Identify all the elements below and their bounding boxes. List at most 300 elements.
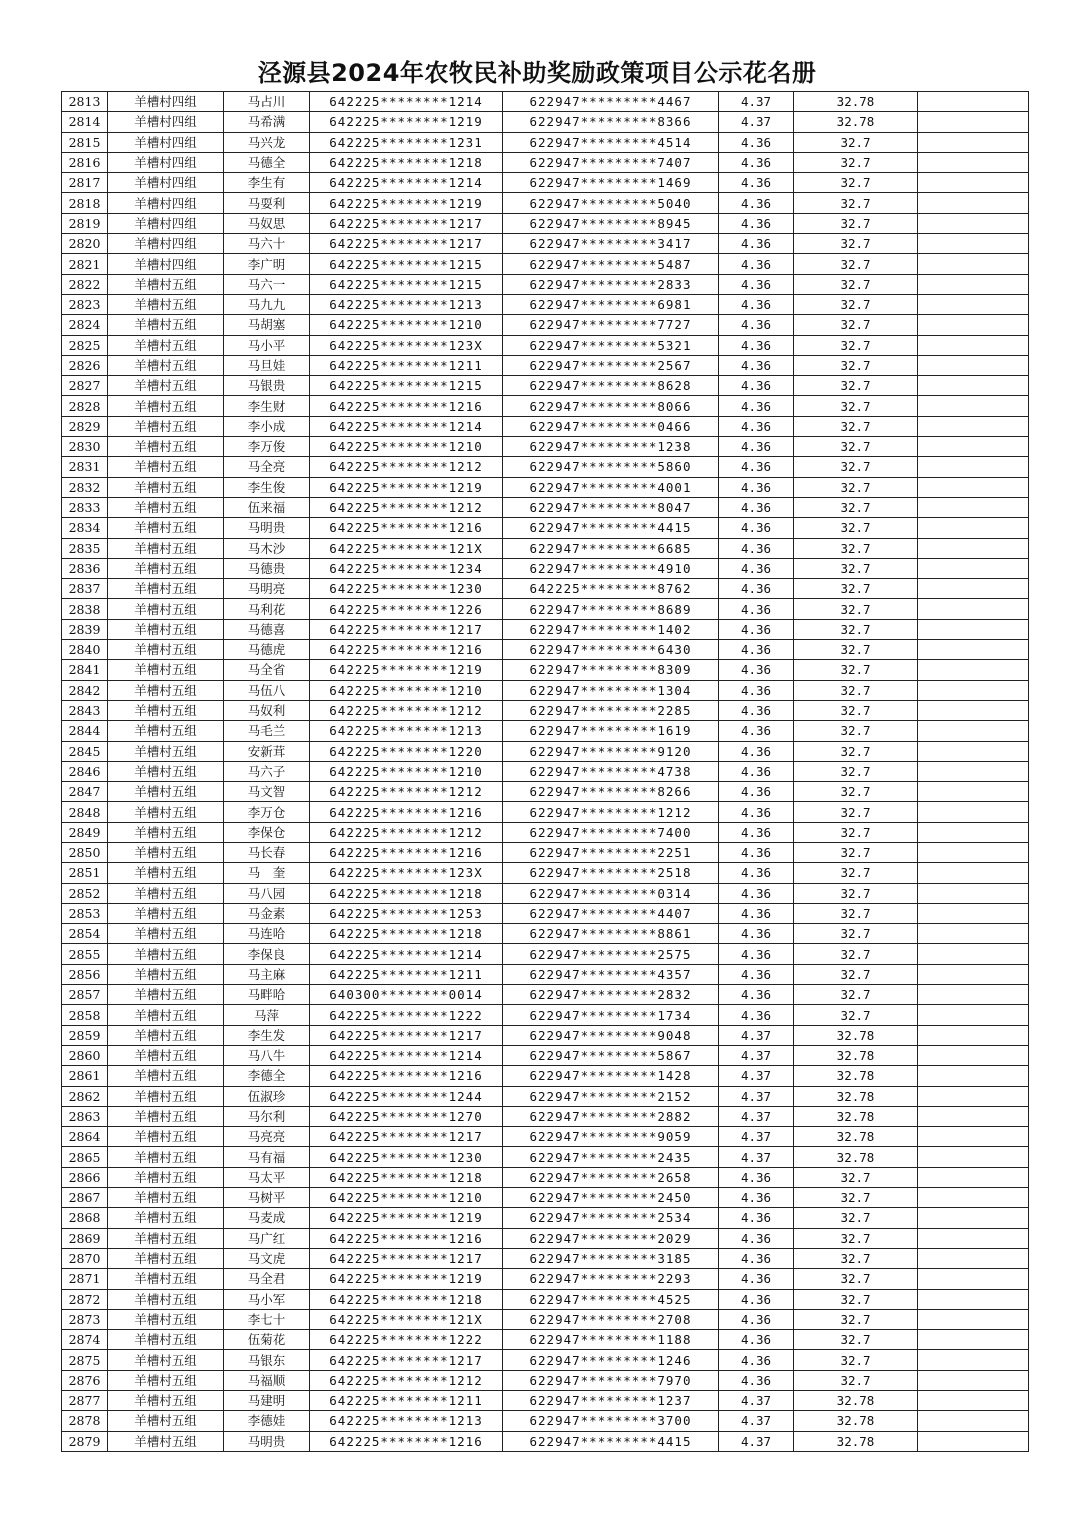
serial-number-cell: 2817	[62, 173, 108, 193]
id-number-cell: 642225********1231	[310, 132, 503, 152]
remark-cell	[918, 1391, 1029, 1411]
village-group-cell: 羊槽村五组	[108, 640, 224, 660]
bank-account-cell: 622947*********7970	[503, 1370, 719, 1390]
remark-cell	[918, 802, 1029, 822]
serial-number-cell: 2876	[62, 1370, 108, 1390]
area-cell: 4.36	[719, 396, 794, 416]
serial-number-cell: 2840	[62, 640, 108, 660]
id-number-cell: 642225********1211	[310, 355, 503, 375]
village-group-cell: 羊槽村五组	[108, 1127, 224, 1147]
household-name-cell: 马全君	[224, 1269, 310, 1289]
bank-account-cell: 622947*********2708	[503, 1309, 719, 1329]
table-row	[62, 782, 1029, 802]
bank-account-cell: 622947*********0314	[503, 883, 719, 903]
bank-account-cell: 622947*********1237	[503, 1391, 719, 1411]
household-name-cell: 李保仓	[224, 822, 310, 842]
household-name-cell: 李万仓	[224, 802, 310, 822]
household-name-cell: 李万俊	[224, 437, 310, 457]
table-row	[62, 721, 1029, 741]
remark-cell	[918, 1431, 1029, 1451]
bank-account-cell: 622947*********1304	[503, 680, 719, 700]
household-name-cell: 马全省	[224, 660, 310, 680]
bank-account-cell: 622947*********8366	[503, 112, 719, 132]
village-group-cell: 羊槽村五组	[108, 1391, 224, 1411]
table-row	[62, 944, 1029, 964]
amount-cell: 32.78	[794, 1086, 918, 1106]
bank-account-cell: 622947*********4910	[503, 558, 719, 578]
village-group-cell: 羊槽村五组	[108, 883, 224, 903]
area-cell: 4.36	[719, 294, 794, 314]
amount-cell: 32.7	[794, 213, 918, 233]
id-number-cell: 642225********123X	[310, 335, 503, 355]
village-group-cell: 羊槽村四组	[108, 193, 224, 213]
village-group-cell: 羊槽村五组	[108, 1106, 224, 1126]
bank-account-cell: 622947*********2251	[503, 842, 719, 862]
amount-cell: 32.78	[794, 1391, 918, 1411]
bank-account-cell: 622947*********3700	[503, 1411, 719, 1431]
remark-cell	[918, 964, 1029, 984]
household-name-cell: 马八牛	[224, 1045, 310, 1065]
village-group-cell: 羊槽村五组	[108, 477, 224, 497]
serial-number-cell: 2815	[62, 132, 108, 152]
id-number-cell: 642225********1210	[310, 1188, 503, 1208]
serial-number-cell: 2862	[62, 1086, 108, 1106]
amount-cell: 32.7	[794, 152, 918, 172]
table-row	[62, 1228, 1029, 1248]
id-number-cell: 642225********121X	[310, 538, 503, 558]
table-row	[62, 416, 1029, 436]
bank-account-cell: 622947*********8066	[503, 396, 719, 416]
bank-account-cell: 622947*********4407	[503, 903, 719, 923]
serial-number-cell: 2874	[62, 1330, 108, 1350]
amount-cell: 32.7	[794, 1228, 918, 1248]
village-group-cell: 羊槽村五组	[108, 497, 224, 517]
serial-number-cell: 2863	[62, 1106, 108, 1126]
household-name-cell: 马六一	[224, 274, 310, 294]
household-name-cell: 马银东	[224, 1350, 310, 1370]
id-number-cell: 642225********1214	[310, 416, 503, 436]
village-group-cell: 羊槽村五组	[108, 558, 224, 578]
remark-cell	[918, 700, 1029, 720]
village-group-cell: 羊槽村五组	[108, 416, 224, 436]
remark-cell	[918, 193, 1029, 213]
serial-number-cell: 2850	[62, 842, 108, 862]
area-cell: 4.36	[719, 335, 794, 355]
serial-number-cell: 2841	[62, 660, 108, 680]
village-group-cell: 羊槽村五组	[108, 1086, 224, 1106]
village-group-cell: 羊槽村五组	[108, 1431, 224, 1451]
serial-number-cell: 2865	[62, 1147, 108, 1167]
amount-cell: 32.78	[794, 1106, 918, 1126]
table-row	[62, 254, 1029, 274]
village-group-cell: 羊槽村五组	[108, 842, 224, 862]
serial-number-cell: 2847	[62, 782, 108, 802]
village-group-cell: 羊槽村五组	[108, 924, 224, 944]
id-number-cell: 642225********1253	[310, 903, 503, 923]
remark-cell	[918, 376, 1029, 396]
household-name-cell: 李小成	[224, 416, 310, 436]
table-row	[62, 437, 1029, 457]
id-number-cell: 642225********1212	[310, 700, 503, 720]
table-row	[62, 1289, 1029, 1309]
area-cell: 4.36	[719, 376, 794, 396]
amount-cell: 32.7	[794, 437, 918, 457]
remark-cell	[918, 903, 1029, 923]
amount-cell: 32.7	[794, 335, 918, 355]
bank-account-cell: 622947*********2575	[503, 944, 719, 964]
bank-account-cell: 622947*********2882	[503, 1106, 719, 1126]
bank-account-cell: 622947*********7400	[503, 822, 719, 842]
household-name-cell: 马毛兰	[224, 721, 310, 741]
area-cell: 4.36	[719, 132, 794, 152]
area-cell: 4.36	[719, 173, 794, 193]
village-group-cell: 羊槽村五组	[108, 1269, 224, 1289]
id-number-cell: 642225********1217	[310, 1025, 503, 1045]
household-name-cell: 马德全	[224, 152, 310, 172]
serial-number-cell: 2835	[62, 538, 108, 558]
id-number-cell: 642225********1211	[310, 1391, 503, 1411]
bank-account-cell: 642225*********8762	[503, 579, 719, 599]
id-number-cell: 642225********1212	[310, 457, 503, 477]
bank-account-cell: 622947*********2152	[503, 1086, 719, 1106]
id-number-cell: 642225********1214	[310, 1045, 503, 1065]
bank-account-cell: 622947*********2833	[503, 274, 719, 294]
area-cell: 4.36	[719, 152, 794, 172]
area-cell: 4.36	[719, 782, 794, 802]
roster-body	[62, 92, 1029, 1452]
serial-number-cell: 2834	[62, 518, 108, 538]
bank-account-cell: 622947*********2534	[503, 1208, 719, 1228]
id-number-cell: 642225********1219	[310, 112, 503, 132]
id-number-cell: 642225********1212	[310, 782, 503, 802]
serial-number-cell: 2855	[62, 944, 108, 964]
bank-account-cell: 622947*********4415	[503, 518, 719, 538]
table-row	[62, 822, 1029, 842]
amount-cell: 32.7	[794, 599, 918, 619]
id-number-cell: 642225********1216	[310, 1066, 503, 1086]
remark-cell	[918, 538, 1029, 558]
serial-number-cell: 2821	[62, 254, 108, 274]
bank-account-cell: 622947*********4001	[503, 477, 719, 497]
remark-cell	[918, 1106, 1029, 1126]
village-group-cell: 羊槽村四组	[108, 234, 224, 254]
area-cell: 4.37	[719, 112, 794, 132]
area-cell: 4.36	[719, 1269, 794, 1289]
id-number-cell: 642225********1210	[310, 315, 503, 335]
serial-number-cell: 2848	[62, 802, 108, 822]
serial-number-cell: 2846	[62, 761, 108, 781]
village-group-cell: 羊槽村五组	[108, 802, 224, 822]
bank-account-cell: 622947*********2658	[503, 1167, 719, 1187]
table-row	[62, 619, 1029, 639]
remark-cell	[918, 152, 1029, 172]
id-number-cell: 642225********1216	[310, 1228, 503, 1248]
id-number-cell: 642225********1211	[310, 964, 503, 984]
household-name-cell: 马亮亮	[224, 1127, 310, 1147]
household-name-cell: 马文虎	[224, 1248, 310, 1268]
table-row	[62, 538, 1029, 558]
id-number-cell: 642225********1217	[310, 234, 503, 254]
area-cell: 4.36	[719, 315, 794, 335]
amount-cell: 32.7	[794, 193, 918, 213]
area-cell: 4.36	[719, 1330, 794, 1350]
area-cell: 4.36	[719, 1289, 794, 1309]
remark-cell	[918, 822, 1029, 842]
remark-cell	[918, 1045, 1029, 1065]
village-group-cell: 羊槽村五组	[108, 1208, 224, 1228]
id-number-cell: 642225********1230	[310, 579, 503, 599]
area-cell: 4.36	[719, 1228, 794, 1248]
bank-account-cell: 622947*********8945	[503, 213, 719, 233]
bank-account-cell: 622947*********2435	[503, 1147, 719, 1167]
serial-number-cell: 2823	[62, 294, 108, 314]
id-number-cell: 642225********1219	[310, 660, 503, 680]
household-name-cell: 马银贵	[224, 376, 310, 396]
remark-cell	[918, 1269, 1029, 1289]
remark-cell	[918, 234, 1029, 254]
serial-number-cell: 2857	[62, 985, 108, 1005]
serial-number-cell: 2878	[62, 1411, 108, 1431]
table-row	[62, 700, 1029, 720]
table-row	[62, 1431, 1029, 1451]
household-name-cell: 马木沙	[224, 538, 310, 558]
remark-cell	[918, 721, 1029, 741]
bank-account-cell: 622947*********4738	[503, 761, 719, 781]
id-number-cell: 642225********1217	[310, 619, 503, 639]
id-number-cell: 642225********1244	[310, 1086, 503, 1106]
remark-cell	[918, 274, 1029, 294]
household-name-cell: 马太平	[224, 1167, 310, 1187]
table-row	[62, 802, 1029, 822]
bank-account-cell: 622947*********1428	[503, 1066, 719, 1086]
area-cell: 4.37	[719, 92, 794, 112]
remark-cell	[918, 457, 1029, 477]
amount-cell: 32.7	[794, 1350, 918, 1370]
area-cell: 4.36	[719, 213, 794, 233]
village-group-cell: 羊槽村五组	[108, 335, 224, 355]
village-group-cell: 羊槽村五组	[108, 1350, 224, 1370]
table-row	[62, 579, 1029, 599]
area-cell: 4.36	[719, 721, 794, 741]
page-title: 泾源县2024年农牧民补助奖励政策项目公示花名册	[257, 59, 817, 87]
bank-account-cell: 622947*********1238	[503, 437, 719, 457]
household-name-cell: 马兴龙	[224, 132, 310, 152]
serial-number-cell: 2826	[62, 355, 108, 375]
amount-cell: 32.7	[794, 822, 918, 842]
amount-cell: 32.7	[794, 477, 918, 497]
remark-cell	[918, 112, 1029, 132]
table-row	[62, 1248, 1029, 1268]
area-cell: 4.36	[719, 1167, 794, 1187]
id-number-cell: 642225********1213	[310, 721, 503, 741]
serial-number-cell: 2818	[62, 193, 108, 213]
serial-number-cell: 2814	[62, 112, 108, 132]
amount-cell: 32.7	[794, 518, 918, 538]
table-row	[62, 680, 1029, 700]
table-row	[62, 315, 1029, 335]
household-name-cell: 马主麻	[224, 964, 310, 984]
amount-cell: 32.7	[794, 700, 918, 720]
area-cell: 4.36	[719, 254, 794, 274]
id-number-cell: 642225********1234	[310, 558, 503, 578]
id-number-cell: 642225********1226	[310, 599, 503, 619]
remark-cell	[918, 924, 1029, 944]
village-group-cell: 羊槽村五组	[108, 1066, 224, 1086]
serial-number-cell: 2856	[62, 964, 108, 984]
id-number-cell: 642225********1217	[310, 1248, 503, 1268]
village-group-cell: 羊槽村五组	[108, 1188, 224, 1208]
household-name-cell: 伍来福	[224, 497, 310, 517]
remark-cell	[918, 1330, 1029, 1350]
household-name-cell: 李生有	[224, 173, 310, 193]
table-row	[62, 173, 1029, 193]
bank-account-cell: 622947*********1212	[503, 802, 719, 822]
household-name-cell: 马文智	[224, 782, 310, 802]
serial-number-cell: 2873	[62, 1309, 108, 1329]
area-cell: 4.36	[719, 822, 794, 842]
id-number-cell: 642225********1212	[310, 822, 503, 842]
table-row	[62, 1025, 1029, 1045]
village-group-cell: 羊槽村五组	[108, 761, 224, 781]
table-row	[62, 863, 1029, 883]
area-cell: 4.36	[719, 964, 794, 984]
id-number-cell: 642225********1213	[310, 1411, 503, 1431]
household-name-cell: 马奴思	[224, 213, 310, 233]
bank-account-cell: 622947*********7407	[503, 152, 719, 172]
amount-cell: 32.7	[794, 761, 918, 781]
id-number-cell: 640300********0014	[310, 985, 503, 1005]
household-name-cell: 马明贵	[224, 1431, 310, 1451]
village-group-cell: 羊槽村四组	[108, 132, 224, 152]
area-cell: 4.36	[719, 355, 794, 375]
id-number-cell: 642225********1216	[310, 518, 503, 538]
bank-account-cell: 622947*********1188	[503, 1330, 719, 1350]
area-cell: 4.37	[719, 1147, 794, 1167]
id-number-cell: 642225********1270	[310, 1106, 503, 1126]
amount-cell: 32.7	[794, 1208, 918, 1228]
remark-cell	[918, 1066, 1029, 1086]
amount-cell: 32.7	[794, 782, 918, 802]
household-name-cell: 李德全	[224, 1066, 310, 1086]
area-cell: 4.36	[719, 538, 794, 558]
area-cell: 4.36	[719, 640, 794, 660]
village-group-cell: 羊槽村五组	[108, 1045, 224, 1065]
table-row	[62, 396, 1029, 416]
serial-number-cell: 2870	[62, 1248, 108, 1268]
amount-cell: 32.7	[794, 660, 918, 680]
household-name-cell: 马伍八	[224, 680, 310, 700]
bank-account-cell: 622947*********2293	[503, 1269, 719, 1289]
id-number-cell: 642225********1230	[310, 1147, 503, 1167]
household-name-cell: 马六十	[224, 234, 310, 254]
household-name-cell: 马小军	[224, 1289, 310, 1309]
serial-number-cell: 2845	[62, 741, 108, 761]
area-cell: 4.36	[719, 579, 794, 599]
serial-number-cell: 2872	[62, 1289, 108, 1309]
remark-cell	[918, 294, 1029, 314]
remark-cell	[918, 863, 1029, 883]
bank-account-cell: 622947*********8047	[503, 497, 719, 517]
id-number-cell: 642225********1214	[310, 173, 503, 193]
serial-number-cell: 2827	[62, 376, 108, 396]
serial-number-cell: 2854	[62, 924, 108, 944]
amount-cell: 32.7	[794, 903, 918, 923]
table-row	[62, 152, 1029, 172]
area-cell: 4.36	[719, 802, 794, 822]
village-group-cell: 羊槽村五组	[108, 619, 224, 639]
serial-number-cell: 2852	[62, 883, 108, 903]
village-group-cell: 羊槽村五组	[108, 1411, 224, 1431]
table-row	[62, 335, 1029, 355]
amount-cell: 32.7	[794, 842, 918, 862]
village-group-cell: 羊槽村五组	[108, 457, 224, 477]
village-group-cell: 羊槽村五组	[108, 1167, 224, 1187]
bank-account-cell: 622947*********4415	[503, 1431, 719, 1451]
amount-cell: 32.7	[794, 1269, 918, 1289]
id-number-cell: 642225********1214	[310, 944, 503, 964]
area-cell: 4.36	[719, 741, 794, 761]
table-row	[62, 1106, 1029, 1126]
household-name-cell: 马旦娃	[224, 355, 310, 375]
id-number-cell: 642225********1218	[310, 883, 503, 903]
village-group-cell: 羊槽村五组	[108, 274, 224, 294]
area-cell: 4.36	[719, 1309, 794, 1329]
table-row	[62, 1066, 1029, 1086]
household-name-cell: 马建明	[224, 1391, 310, 1411]
table-row	[62, 1188, 1029, 1208]
household-name-cell: 马尔利	[224, 1106, 310, 1126]
table-row	[62, 294, 1029, 314]
household-name-cell: 伍淑珍	[224, 1086, 310, 1106]
amount-cell: 32.7	[794, 396, 918, 416]
table-row	[62, 1411, 1029, 1431]
household-name-cell: 马占川	[224, 92, 310, 112]
table-row	[62, 1147, 1029, 1167]
serial-number-cell: 2869	[62, 1228, 108, 1248]
amount-cell: 32.7	[794, 315, 918, 335]
id-number-cell: 642225********1219	[310, 1269, 503, 1289]
serial-number-cell: 2851	[62, 863, 108, 883]
village-group-cell: 羊槽村四组	[108, 213, 224, 233]
id-number-cell: 642225********1216	[310, 802, 503, 822]
serial-number-cell: 2831	[62, 457, 108, 477]
household-name-cell: 马长春	[224, 842, 310, 862]
remark-cell	[918, 883, 1029, 903]
amount-cell: 32.78	[794, 1045, 918, 1065]
bank-account-cell: 622947*********2029	[503, 1228, 719, 1248]
id-number-cell: 642225********1217	[310, 213, 503, 233]
remark-cell	[918, 1228, 1029, 1248]
household-name-cell: 李生俊	[224, 477, 310, 497]
household-name-cell: 马耍利	[224, 193, 310, 213]
amount-cell: 32.7	[794, 294, 918, 314]
serial-number-cell: 2844	[62, 721, 108, 741]
remark-cell	[918, 132, 1029, 152]
area-cell: 4.36	[719, 457, 794, 477]
bank-account-cell: 622947*********1469	[503, 173, 719, 193]
amount-cell: 32.7	[794, 497, 918, 517]
amount-cell: 32.78	[794, 1147, 918, 1167]
table-row	[62, 274, 1029, 294]
id-number-cell: 642225********1210	[310, 761, 503, 781]
area-cell: 4.36	[719, 842, 794, 862]
area-cell: 4.36	[719, 944, 794, 964]
village-group-cell: 羊槽村五组	[108, 782, 224, 802]
remark-cell	[918, 1147, 1029, 1167]
id-number-cell: 642225********123X	[310, 863, 503, 883]
village-group-cell: 羊槽村四组	[108, 112, 224, 132]
village-group-cell: 羊槽村五组	[108, 355, 224, 375]
